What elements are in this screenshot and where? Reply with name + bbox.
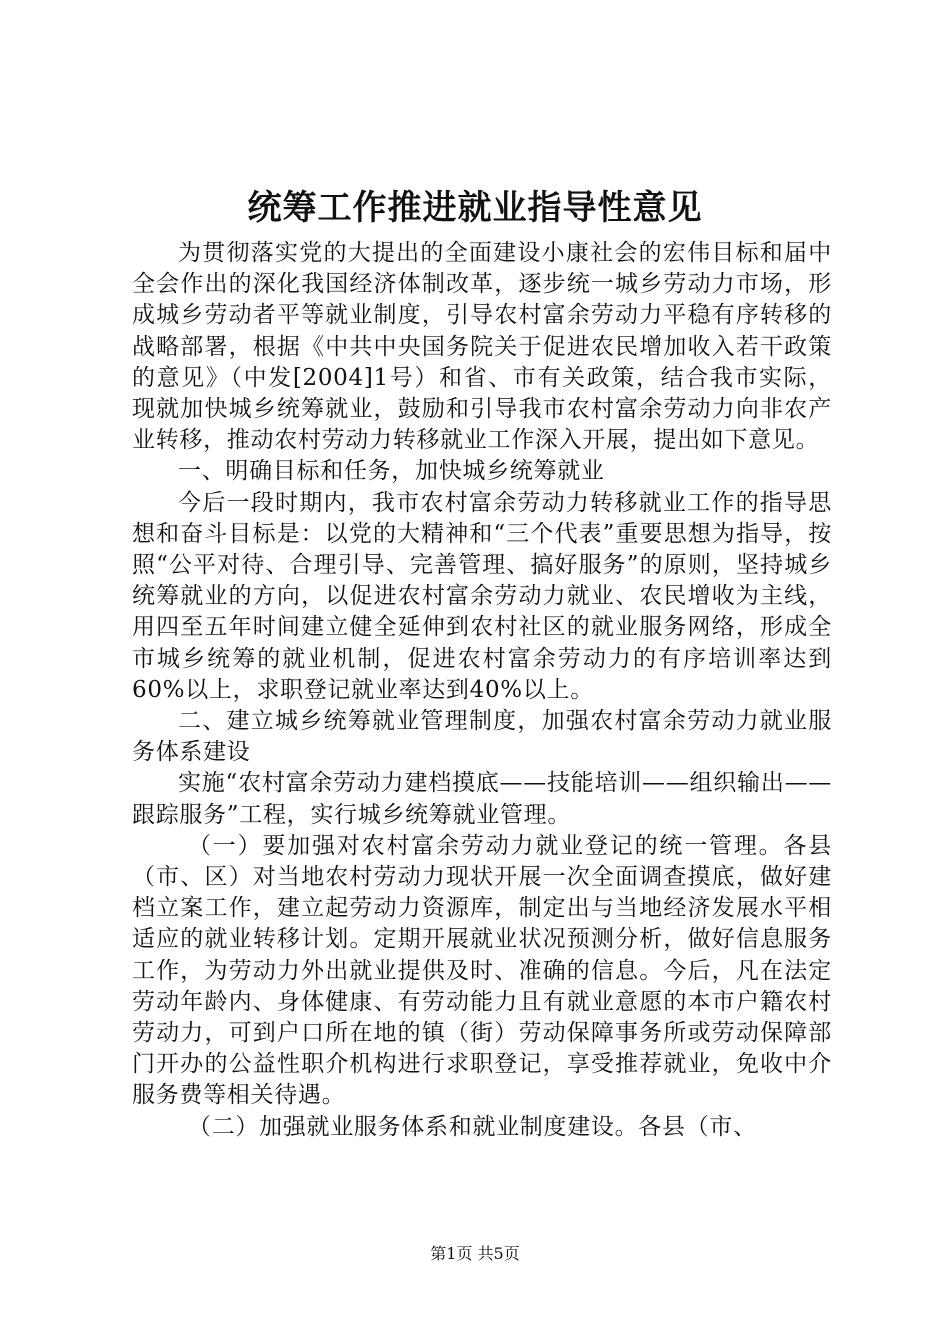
paragraph-goals: 今后一段时期内，我市农村富余劳动力转移就业工作的指导思想和奋斗目标是：以党的大精神和“三个代表”重要思想为指导，按照“公平对待、合理引导、完善管理、搞好服务”的原则，坚持城乡统筹就业的方向，以促进农村富余劳动力就业、农民增收为主线，用四至五年时间建立健全延伸到农村社区的就业服务网络，形成全市城乡统筹的就业机制，促进农村富余劳动力的有序培训率达到60%以上，求职登记就业率达到40%以上。 <box>132 489 832 703</box>
paragraph-item-2: （二）加强就业服务体系和就业制度建设。各县（市、 <box>188 1113 757 1140</box>
paragraph-intro: 为贯彻落实党的大提出的全面建设小康社会的宏伟目标和届中全会作出的深化我国经济体制改革，逐步统一城乡劳动力市场，形成城乡劳动者平等就业制度，引导农村富余劳动力平稳有序转移的战略部署，根据《中共中央国务院关于促进农民增加收入若干政策的意见》（中发[2004]1号）和省、市有关政策，结合我市实际，现就加快城乡统筹就业，鼓励和引导我市农村富余劳动力向非农产业转移，推动农村劳动力转移就业工作深入开展，提出如下意见。 <box>132 240 832 454</box>
page-footer: 第1页 共5页 <box>430 1244 520 1263</box>
section-heading-2: 二、建立城乡统筹就业管理制度，加强农村富余劳动力就业服务体系建设 <box>132 708 832 766</box>
document-title: 统筹工作推进就业指导性意见 <box>247 188 703 228</box>
section-heading-1: 一、明确目标和任务，加快城乡统筹就业 <box>178 458 605 485</box>
paragraph-project: 实施“农村富余劳动力建档摸底——技能培训——组织输出——跟踪服务”工程，实行城乡统筹就业管理。 <box>132 770 832 828</box>
document-body <box>132 238 832 1143</box>
paragraph-item-1: （一）要加强对农村富余劳动力就业登记的统一管理。各县（市、区）对当地农村劳动力现状开展一次全面调查摸底，做好建档立案工作，建立起劳动力资源库，制定出与当地经济发展水平相适应的就业转移计划。定期开展就业状况预测分析，做好信息服务工作，为劳动力外出就业提供及时、准确的信息。今后，凡在法定劳动年龄内、身体健康、有劳动能力且有就业意愿的本市户籍农村劳动力，可到户口所在地的镇（街）劳动保障事务所或劳动保障部门开办的公益性职介机构进行求职登记，享受推荐就业，免收中介服务费等相关待遇。 <box>132 832 832 1109</box>
